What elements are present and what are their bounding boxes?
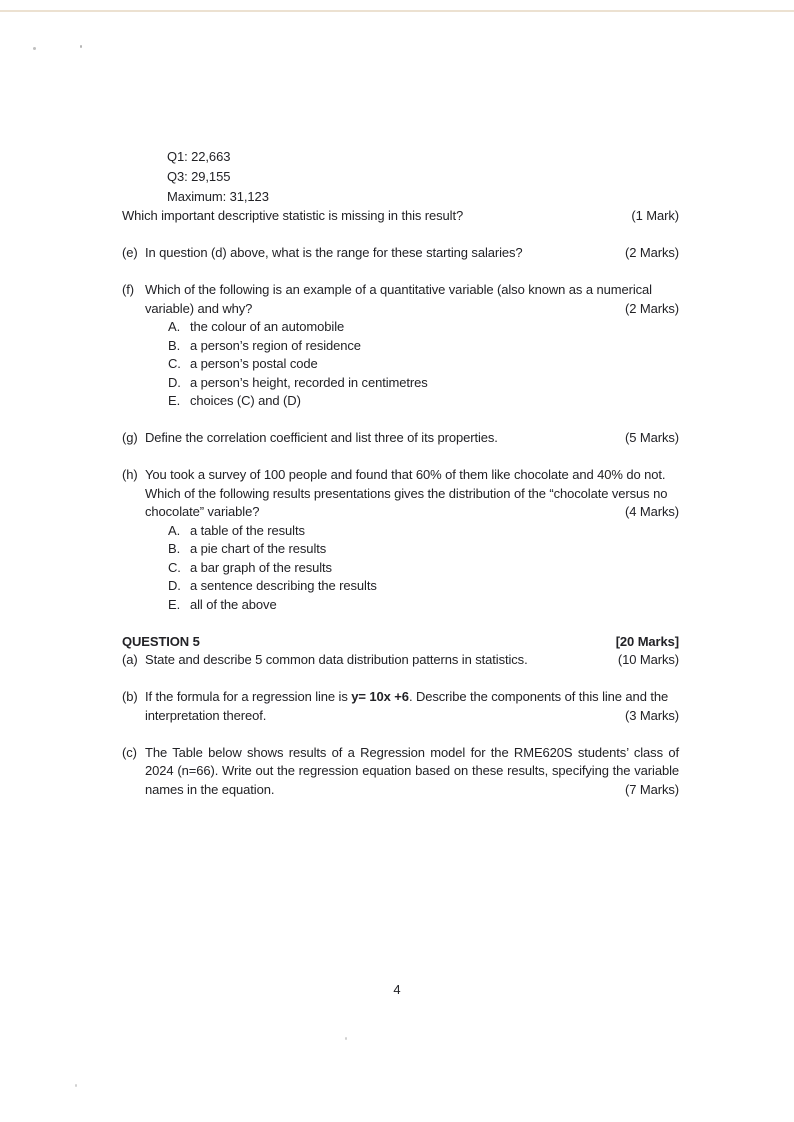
regression-formula: y= 10x +6 xyxy=(351,689,409,704)
option-text: a sentence describing the results xyxy=(190,578,377,593)
option-letter: B. xyxy=(168,541,181,556)
question-5b xyxy=(122,688,679,725)
option-b xyxy=(168,337,679,356)
option-letter: C. xyxy=(168,356,181,371)
option-letter: A. xyxy=(168,319,181,334)
option-text: a person’s postal code xyxy=(190,356,318,371)
option-e xyxy=(168,596,679,615)
question-label: (g) xyxy=(122,430,138,445)
option-letter: E. xyxy=(168,596,181,612)
scan-artifact-speck xyxy=(345,1037,347,1040)
question-d-tail xyxy=(122,147,679,226)
option-text: a table of the results xyxy=(190,522,305,538)
marks-label: (7 Marks) xyxy=(625,781,679,797)
question-h xyxy=(122,466,679,614)
question-g xyxy=(122,429,679,448)
option-text: a pie chart of the results xyxy=(190,541,327,556)
option-d xyxy=(168,577,679,596)
scan-artifact-speck xyxy=(75,1084,77,1087)
option-d xyxy=(168,374,679,393)
option-text: all of the above xyxy=(190,596,277,612)
option-a xyxy=(168,522,679,541)
section-marks: [20 Marks] xyxy=(615,633,679,649)
options-list xyxy=(122,318,679,411)
document-body xyxy=(122,147,679,818)
question-text: In question (d) above, what is the range for these starting salaries? xyxy=(145,245,523,260)
option-a xyxy=(168,318,679,337)
option-text: a person’s height, recorded in centimetres xyxy=(190,374,428,390)
option-e xyxy=(168,392,679,411)
scan-artifact-speck xyxy=(80,45,82,48)
option-letter: B. xyxy=(168,337,181,353)
question-e xyxy=(122,244,679,263)
option-b xyxy=(168,540,679,559)
option-text: a person’s region of residence xyxy=(190,337,361,353)
stat-q1: Q1: 22,663 xyxy=(167,149,231,164)
marks-label: (1 Mark) xyxy=(631,208,679,223)
question-label: (b) xyxy=(122,689,138,704)
page-number: 4 xyxy=(393,982,401,997)
stat-q3: Q3: 29,155 xyxy=(167,169,231,184)
stat-maximum: Maximum: 31,123 xyxy=(167,189,269,204)
question-5-section xyxy=(122,633,679,800)
question-label: (a) xyxy=(122,652,138,667)
option-text: choices (C) and (D) xyxy=(190,393,301,408)
question-text: Which important descriptive statistic is missing in this result? xyxy=(122,208,464,223)
summary-statistics xyxy=(122,147,679,207)
option-letter: D. xyxy=(168,374,181,390)
question-text: Define the correlation coefficient and list three of its properties. xyxy=(145,430,498,445)
marks-label: (4 Marks) xyxy=(625,504,679,519)
question-text: You took a survey of 100 people and found that 60% of them like chocolate and 40% do not. Which of the following results presentations gives the distribution of the “chocolate versus no chocolate” variable? xyxy=(145,467,668,519)
marks-label: (3 Marks) xyxy=(625,707,679,723)
option-text: the colour of an automobile xyxy=(190,319,345,334)
scan-artifact-speck xyxy=(33,47,36,50)
option-c xyxy=(168,355,679,374)
marks-label: (5 Marks) xyxy=(625,430,679,445)
question-text: The Table below shows results of a Regression model for the RME620S students’ class of 2024 (n=66). Write out the regression equation based on these results, specifying the variable names in the equation. xyxy=(145,744,679,797)
section-title: QUESTION 5 xyxy=(122,633,200,649)
option-letter: A. xyxy=(168,522,181,538)
question-label: (h) xyxy=(122,467,138,482)
question-h-stem xyxy=(122,466,679,522)
option-c xyxy=(168,559,679,578)
question-text-post: . Describe the components of this line and the interpretation thereof. xyxy=(145,689,669,723)
scan-artifact-top-line xyxy=(0,10,794,12)
marks-label: (2 Marks) xyxy=(625,300,679,316)
option-letter: E. xyxy=(168,393,181,408)
question-5c xyxy=(122,744,679,800)
question-f xyxy=(122,281,679,411)
options-list xyxy=(122,522,679,615)
question-5a xyxy=(122,651,679,670)
option-text: a bar graph of the results xyxy=(190,559,332,575)
question-text: Which of the following is an example of a quantitative variable (also known as a numerical variable) and why? xyxy=(145,282,652,316)
question-text: State and describe 5 common data distribution patterns in statistics. xyxy=(145,652,528,667)
question-5-heading xyxy=(122,633,679,652)
question-label: (c) xyxy=(122,744,137,760)
option-letter: C. xyxy=(168,559,181,575)
question-d-followup xyxy=(122,207,679,226)
marks-label: (10 Marks) xyxy=(617,652,679,667)
question-label: (e) xyxy=(122,245,138,260)
marks-label: (2 Marks) xyxy=(625,245,679,260)
option-letter: D. xyxy=(168,578,181,593)
question-label: (f) xyxy=(122,282,134,297)
question-f-stem xyxy=(122,281,679,318)
question-text-pre: If the formula for a regression line is xyxy=(145,689,352,704)
